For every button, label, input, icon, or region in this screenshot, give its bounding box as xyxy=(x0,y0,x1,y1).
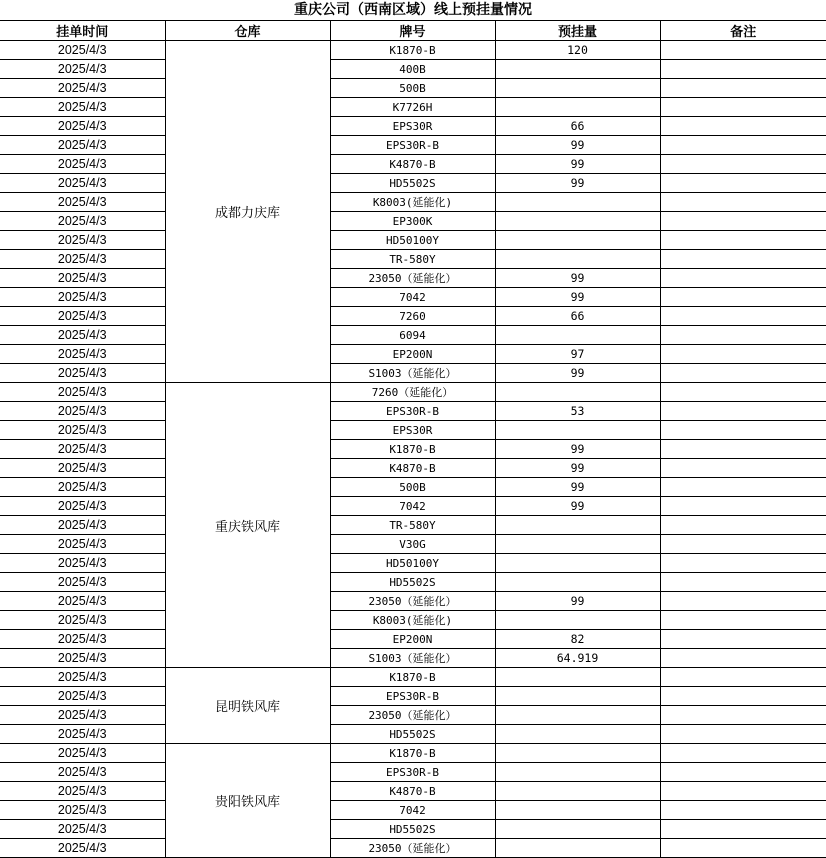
cell-qty[interactable] xyxy=(495,326,660,345)
cell-date[interactable]: 2025/4/3 xyxy=(0,440,165,459)
cell-note[interactable] xyxy=(660,668,826,687)
cell-note[interactable] xyxy=(660,345,826,364)
table-row xyxy=(0,687,826,706)
cell-date[interactable]: 2025/4/3 xyxy=(0,554,165,573)
cell-note[interactable] xyxy=(660,193,826,212)
cell-brand[interactable]: K1870-B xyxy=(330,440,495,459)
cell-qty[interactable]: 99 xyxy=(495,136,660,155)
table-row xyxy=(0,649,826,668)
cell-brand[interactable]: K4870-B xyxy=(330,155,495,174)
cell-note[interactable] xyxy=(660,421,826,440)
cell-qty[interactable] xyxy=(495,60,660,79)
cell-warehouse[interactable]: 重庆铁风库 xyxy=(165,383,330,668)
table-row xyxy=(0,79,826,98)
cell-note[interactable] xyxy=(660,98,826,117)
cell-note[interactable] xyxy=(660,535,826,554)
cell-note[interactable] xyxy=(660,440,826,459)
cell-brand[interactable]: 7260（延能化） xyxy=(330,383,495,402)
cell-date[interactable]: 2025/4/3 xyxy=(0,383,165,402)
cell-qty[interactable] xyxy=(495,820,660,839)
cell-qty[interactable] xyxy=(495,801,660,820)
header-date[interactable]: 挂单时间 xyxy=(0,21,165,41)
cell-date[interactable]: 2025/4/3 xyxy=(0,611,165,630)
cell-brand[interactable]: TR-580Y xyxy=(330,250,495,269)
cell-brand[interactable]: 400B xyxy=(330,60,495,79)
table-row xyxy=(0,193,826,212)
cell-date[interactable]: 2025/4/3 xyxy=(0,60,165,79)
table-row xyxy=(0,839,826,858)
cell-date[interactable]: 2025/4/3 xyxy=(0,174,165,193)
cell-qty[interactable] xyxy=(495,687,660,706)
cell-date[interactable]: 2025/4/3 xyxy=(0,117,165,136)
cell-note[interactable] xyxy=(660,117,826,136)
table-row xyxy=(0,364,826,383)
cell-date[interactable]: 2025/4/3 xyxy=(0,345,165,364)
table-row xyxy=(0,706,826,725)
table-row xyxy=(0,516,826,535)
cell-qty[interactable] xyxy=(495,763,660,782)
header-qty[interactable]: 预挂量 xyxy=(495,21,660,41)
cell-brand[interactable]: HD50100Y xyxy=(330,231,495,250)
cell-brand[interactable]: TR-580Y xyxy=(330,516,495,535)
cell-brand[interactable]: HD50100Y xyxy=(330,554,495,573)
cell-brand[interactable]: V30G xyxy=(330,535,495,554)
cell-note[interactable] xyxy=(660,136,826,155)
cell-brand[interactable]: S1003（延能化） xyxy=(330,364,495,383)
cell-brand[interactable]: EPS30R-B xyxy=(330,763,495,782)
table-row xyxy=(0,611,826,630)
cell-date[interactable]: 2025/4/3 xyxy=(0,307,165,326)
table-row xyxy=(0,801,826,820)
cell-note[interactable] xyxy=(660,687,826,706)
cell-qty[interactable]: 99 xyxy=(495,440,660,459)
cell-brand[interactable]: K1870-B xyxy=(330,41,495,60)
cell-brand[interactable]: 23050（延能化） xyxy=(330,839,495,858)
cell-brand[interactable]: 7042 xyxy=(330,497,495,516)
cell-date[interactable]: 2025/4/3 xyxy=(0,250,165,269)
cell-brand[interactable]: EPS30R-B xyxy=(330,687,495,706)
cell-brand[interactable]: HD5502S xyxy=(330,725,495,744)
cell-date[interactable]: 2025/4/3 xyxy=(0,649,165,668)
cell-qty[interactable] xyxy=(495,231,660,250)
table-row xyxy=(0,345,826,364)
cell-brand[interactable]: K1870-B xyxy=(330,744,495,763)
cell-qty[interactable] xyxy=(495,744,660,763)
cell-qty[interactable]: 97 xyxy=(495,345,660,364)
cell-date[interactable]: 2025/4/3 xyxy=(0,801,165,820)
cell-qty[interactable] xyxy=(495,212,660,231)
cell-note[interactable] xyxy=(660,706,826,725)
table-row xyxy=(0,212,826,231)
cell-date[interactable]: 2025/4/3 xyxy=(0,41,165,60)
cell-date[interactable]: 2025/4/3 xyxy=(0,535,165,554)
cell-qty[interactable]: 120 xyxy=(495,41,660,60)
cell-note[interactable] xyxy=(660,592,826,611)
header-warehouse[interactable]: 仓库 xyxy=(165,21,330,41)
cell-note[interactable] xyxy=(660,611,826,630)
cell-date[interactable]: 2025/4/3 xyxy=(0,326,165,345)
cell-qty[interactable]: 64.919 xyxy=(495,649,660,668)
cell-qty[interactable]: 99 xyxy=(495,478,660,497)
table-row xyxy=(0,231,826,250)
cell-qty[interactable] xyxy=(495,383,660,402)
cell-note[interactable] xyxy=(660,364,826,383)
table-row xyxy=(0,269,826,288)
cell-note[interactable] xyxy=(660,174,826,193)
cell-date[interactable]: 2025/4/3 xyxy=(0,744,165,763)
table-row xyxy=(0,250,826,269)
cell-note[interactable] xyxy=(660,782,826,801)
cell-qty[interactable]: 99 xyxy=(495,269,660,288)
cell-brand[interactable]: S1003（延能化） xyxy=(330,649,495,668)
table-row xyxy=(0,136,826,155)
cell-qty[interactable]: 99 xyxy=(495,155,660,174)
cell-qty[interactable]: 99 xyxy=(495,174,660,193)
cell-brand[interactable]: K8003(延能化) xyxy=(330,193,495,212)
cell-note[interactable] xyxy=(660,763,826,782)
header-row xyxy=(0,21,826,41)
cell-qty[interactable] xyxy=(495,250,660,269)
cell-qty[interactable]: 53 xyxy=(495,402,660,421)
cell-note[interactable] xyxy=(660,212,826,231)
cell-note[interactable] xyxy=(660,820,826,839)
cell-brand[interactable]: 500B xyxy=(330,79,495,98)
cell-brand[interactable]: HD5502S xyxy=(330,820,495,839)
cell-qty[interactable] xyxy=(495,573,660,592)
cell-qty[interactable] xyxy=(495,79,660,98)
cell-brand[interactable]: EP200N xyxy=(330,630,495,649)
cell-qty[interactable] xyxy=(495,611,660,630)
cell-note[interactable] xyxy=(660,402,826,421)
cell-qty[interactable] xyxy=(495,535,660,554)
cell-date[interactable]: 2025/4/3 xyxy=(0,497,165,516)
cell-qty[interactable]: 99 xyxy=(495,459,660,478)
cell-date[interactable]: 2025/4/3 xyxy=(0,687,165,706)
cell-note[interactable] xyxy=(660,497,826,516)
cell-brand[interactable]: 500B xyxy=(330,478,495,497)
cell-date[interactable]: 2025/4/3 xyxy=(0,193,165,212)
cell-qty[interactable] xyxy=(495,193,660,212)
cell-date[interactable]: 2025/4/3 xyxy=(0,459,165,478)
table-row xyxy=(0,573,826,592)
cell-note[interactable] xyxy=(660,725,826,744)
cell-note[interactable] xyxy=(660,250,826,269)
cell-brand[interactable]: K4870-B xyxy=(330,782,495,801)
table-row xyxy=(0,174,826,193)
cell-note[interactable] xyxy=(660,649,826,668)
cell-date[interactable]: 2025/4/3 xyxy=(0,364,165,383)
cell-qty[interactable] xyxy=(495,706,660,725)
table-row xyxy=(0,326,826,345)
cell-qty[interactable] xyxy=(495,421,660,440)
cell-date[interactable]: 2025/4/3 xyxy=(0,839,165,858)
table-row xyxy=(0,307,826,326)
table-row xyxy=(0,820,826,839)
cell-qty[interactable] xyxy=(495,554,660,573)
cell-date[interactable]: 2025/4/3 xyxy=(0,231,165,250)
table-row xyxy=(0,117,826,136)
cell-brand[interactable]: K4870-B xyxy=(330,459,495,478)
cell-note[interactable] xyxy=(660,801,826,820)
cell-date[interactable]: 2025/4/3 xyxy=(0,478,165,497)
cell-brand[interactable]: K8003(延能化) xyxy=(330,611,495,630)
cell-warehouse[interactable]: 贵阳铁风库 xyxy=(165,744,330,858)
cell-date[interactable]: 2025/4/3 xyxy=(0,630,165,649)
cell-note[interactable] xyxy=(660,269,826,288)
table-row xyxy=(0,744,826,763)
cell-note[interactable] xyxy=(660,60,826,79)
cell-date[interactable]: 2025/4/3 xyxy=(0,79,165,98)
sheet-title: 重庆公司（西南区域）线上预挂量情况 xyxy=(0,0,826,21)
table-row xyxy=(0,630,826,649)
table-row xyxy=(0,155,826,174)
cell-qty[interactable]: 99 xyxy=(495,497,660,516)
table-row xyxy=(0,763,826,782)
cell-date[interactable]: 2025/4/3 xyxy=(0,782,165,801)
cell-qty[interactable] xyxy=(495,725,660,744)
cell-date[interactable]: 2025/4/3 xyxy=(0,668,165,687)
table-row xyxy=(0,554,826,573)
cell-brand[interactable]: 23050（延能化） xyxy=(330,592,495,611)
table-row xyxy=(0,668,826,687)
cell-qty[interactable]: 66 xyxy=(495,117,660,136)
cell-date[interactable]: 2025/4/3 xyxy=(0,573,165,592)
cell-date[interactable]: 2025/4/3 xyxy=(0,516,165,535)
table-body xyxy=(0,41,826,858)
table-row xyxy=(0,535,826,554)
table-row xyxy=(0,478,826,497)
cell-note[interactable] xyxy=(660,554,826,573)
cell-qty[interactable] xyxy=(495,98,660,117)
cell-brand[interactable]: EPS30R xyxy=(330,421,495,440)
cell-date[interactable]: 2025/4/3 xyxy=(0,592,165,611)
cell-qty[interactable]: 99 xyxy=(495,592,660,611)
cell-qty[interactable]: 99 xyxy=(495,364,660,383)
cell-date[interactable]: 2025/4/3 xyxy=(0,288,165,307)
cell-note[interactable] xyxy=(660,326,826,345)
cell-brand[interactable]: 23050（延能化） xyxy=(330,706,495,725)
table-row xyxy=(0,421,826,440)
cell-date[interactable]: 2025/4/3 xyxy=(0,820,165,839)
cell-note[interactable] xyxy=(660,79,826,98)
header-brand[interactable]: 牌号 xyxy=(330,21,495,41)
cell-qty[interactable] xyxy=(495,782,660,801)
cell-qty[interactable]: 99 xyxy=(495,288,660,307)
cell-brand[interactable]: EPS30R-B xyxy=(330,402,495,421)
cell-brand[interactable]: EPS30R xyxy=(330,117,495,136)
cell-brand[interactable]: HD5502S xyxy=(330,174,495,193)
cell-note[interactable] xyxy=(660,231,826,250)
cell-note[interactable] xyxy=(660,516,826,535)
cell-note[interactable] xyxy=(660,744,826,763)
presale-table xyxy=(0,21,826,858)
cell-date[interactable]: 2025/4/3 xyxy=(0,706,165,725)
cell-date[interactable]: 2025/4/3 xyxy=(0,421,165,440)
cell-note[interactable] xyxy=(660,478,826,497)
cell-note[interactable] xyxy=(660,459,826,478)
cell-date[interactable]: 2025/4/3 xyxy=(0,725,165,744)
header-note[interactable]: 备注 xyxy=(660,21,826,41)
cell-warehouse[interactable]: 成都力庆库 xyxy=(165,41,330,383)
table-row xyxy=(0,98,826,117)
cell-note[interactable] xyxy=(660,383,826,402)
table-row xyxy=(0,383,826,402)
cell-date[interactable]: 2025/4/3 xyxy=(0,763,165,782)
cell-brand[interactable]: 7260 xyxy=(330,307,495,326)
cell-note[interactable] xyxy=(660,41,826,60)
cell-date[interactable]: 2025/4/3 xyxy=(0,402,165,421)
table-row xyxy=(0,725,826,744)
table-row xyxy=(0,288,826,307)
cell-brand[interactable]: EP300K xyxy=(330,212,495,231)
cell-brand[interactable]: K7726H xyxy=(330,98,495,117)
cell-brand[interactable]: 6094 xyxy=(330,326,495,345)
table-row xyxy=(0,402,826,421)
cell-brand[interactable]: EP200N xyxy=(330,345,495,364)
cell-note[interactable] xyxy=(660,288,826,307)
cell-qty[interactable] xyxy=(495,839,660,858)
cell-qty[interactable] xyxy=(495,516,660,535)
cell-qty[interactable] xyxy=(495,668,660,687)
cell-date[interactable]: 2025/4/3 xyxy=(0,98,165,117)
cell-date[interactable]: 2025/4/3 xyxy=(0,155,165,174)
table-row xyxy=(0,41,826,60)
cell-note[interactable] xyxy=(660,630,826,649)
table-row xyxy=(0,497,826,516)
cell-note[interactable] xyxy=(660,307,826,326)
cell-qty[interactable]: 82 xyxy=(495,630,660,649)
cell-date[interactable]: 2025/4/3 xyxy=(0,212,165,231)
cell-warehouse[interactable]: 昆明铁风库 xyxy=(165,668,330,744)
cell-brand[interactable]: 7042 xyxy=(330,801,495,820)
cell-note[interactable] xyxy=(660,573,826,592)
cell-qty[interactable]: 66 xyxy=(495,307,660,326)
cell-brand[interactable]: 23050（延能化） xyxy=(330,269,495,288)
cell-note[interactable] xyxy=(660,155,826,174)
cell-date[interactable]: 2025/4/3 xyxy=(0,269,165,288)
table-row xyxy=(0,459,826,478)
cell-date[interactable]: 2025/4/3 xyxy=(0,136,165,155)
table-row xyxy=(0,440,826,459)
table-row xyxy=(0,782,826,801)
table-row xyxy=(0,60,826,79)
cell-brand[interactable]: EPS30R-B xyxy=(330,136,495,155)
cell-note[interactable] xyxy=(660,839,826,858)
cell-brand[interactable]: 7042 xyxy=(330,288,495,307)
cell-brand[interactable]: HD5502S xyxy=(330,573,495,592)
cell-brand[interactable]: K1870-B xyxy=(330,668,495,687)
table-row xyxy=(0,592,826,611)
